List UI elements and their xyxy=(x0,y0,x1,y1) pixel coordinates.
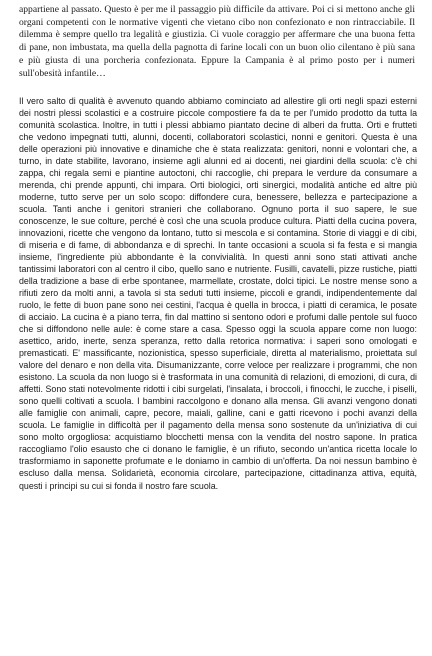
intro-paragraph: appartiene al passato. Questo è per me il passaggio più difficile da attivare. Poi ci si mettono anche gli organi competenti con le normative vigenti che vietano cibo non confezionato e non rintracciabile. Il dilemma è sempre quello tra legalità e giustizia. Ci vuole coraggio per affermare che una buona fetta di pane, non imbustata, ma quella della pagnotta di farine locali con un buon olio cilentano è più sana e più giusta di una porcheria confezionata. Eppure la Campania è al primo posto per i numeri sull'obesità infantile… xyxy=(19,4,415,79)
body-paragraph: Il vero salto di qualità è avvenuto quando abbiamo cominciato ad allestire gli orti negli spazi esterni dei nostri plessi scolastici e a costruire piccole compostiere fa da te per l'umido prodotto da tutta la comunità scolastica. Inoltre, in tutti i plessi abbiamo piantato decine di alberi da frutta. Orti e frutteti che vedono impegnati tutti, alunni, docenti, collaboratori scolastici, nonni e genitori. Questa è una delle operazioni più innovative e dinamiche che è stata realizzata: genitori, nonni e volontari che, a turno, in date stabilite, lavorano, insieme agli alunni ed ai docenti, nei giardini della scuola: c'è chi zappa, chi regala semi e piantine autoctoni, chi raccoglie, chi prepara le verdure da consumare a merenda, chi prende appunti, chi impara. Orti biologici, orti sinergici, modalità antiche ed altre più moderne, tutto serve per un solo scopo: diffondere cura, benessere, bellezza e partecipazione a scuola. Tanti anche i genitori stranieri che collaborano. Ognuno porta il suo sapere, le sue conoscenze, le sue colture, perché è così che una scuola produce cultura. Piatti della cucina povera, innovazioni, ricette che vengono da lontano, tutto si mescola e si contamina. Storie di viaggi e di cibi, di miseria e di fame, di abbondanza e di sprechi. In tante occasioni a scuola si fa festa e si mangia insieme, l'ingrediente più abbondante è la convivialità. In questi anni sono stati attivati anche tantissimi laboratori con al centro il cibo, quello sano e nutriente. Fusilli, cavatelli, pizze rustiche, piatti della tradizione a base di erbe spontanee, marmellate, crostate, dolci tipici. Le nostre mense sono a rifiuti zero da molti anni, a tavola si sta seduti tutti insieme, piccoli e grandi, indipendentemente dal ruolo, le fette di buon pane sono nei cestini, l'acqua è quella in brocca, i piatti di ceramica, le posate di acciaio. La cucina è a piano terra, fin dal mattino si sentono odori e profumi dalle pentole sul fuoco che si diffondono nelle aule: è come stare a casa. Spesso oggi la scuola appare come non luogo: asettico, arido, inerte, senza speranza, retto dalla retorica normativa: i saperi sono omologati e premasticati. E' massificante, nozionistica, spesso superficiale, diretta al materialismo, proiettata sul valore del denaro e non della vita. Disumanizzante, corre veloce per realizzare i programmi, che non esistono. La scuola da non luogo si è trasformata in una comunità di relazioni, di emozioni, di cura, di affetti. Sono stati notevolmente ridotti i cibi surgelati, l'insalata, i broccoli, i finocchi, le zucche, i piselli, sono quelli coltivati a scuola. I bambini raccolgono e donano alla mensa. Gli avanzi vengono donati alle famiglie con animali, capre, pecore, maiali, galline, cani e gatti ricevono i pochi avanzi della scuola. Le famiglie in difficoltà per il pagamento della mensa sono sostenute da un'iniziativa di cui sono molto orgogliosa: acquistiamo blocchetti mensa con la vendita del nostro sapone. In pratica raccogliamo l'olio esausto che ci donano le famiglie, è un rifiuto, secondo un'antica ricetta locale lo trasformiamo in saponette profumate e le doniamo in cambio di un'offerta. Da noi nessun bambino è escluso dalla mensa. Solidarietà, economia circolare, partecipazione, cittadinanza attiva, equità, questi i principi su cui si fonda il nostro fare scuola. xyxy=(19,96,417,491)
